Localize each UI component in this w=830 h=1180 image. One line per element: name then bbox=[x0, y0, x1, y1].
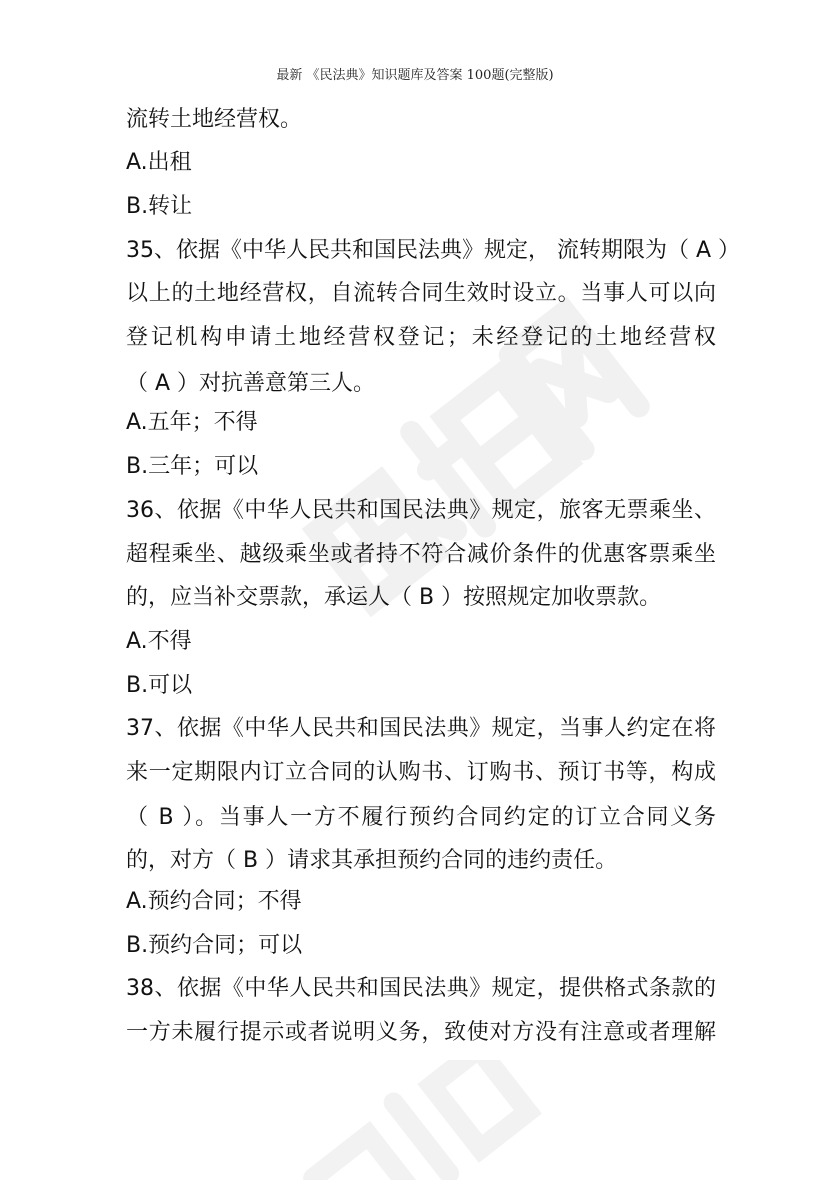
text-line: 超程乘坐、越级乘坐或者持不符合减价条件的优惠客票乘坐 bbox=[126, 542, 716, 567]
text-line: 来一定期限内订立合同的认购书、订购书、预订书等，构成 bbox=[126, 760, 716, 785]
question-line: 36、依据《中华人民共和国民法典》规定，旅客无票乘坐、 bbox=[126, 498, 716, 523]
watermark-graphic-bottom bbox=[260, 1060, 580, 1180]
question-line: 35、依据《中华人民共和国民法典》规定， 流转期限为（ A ） bbox=[126, 238, 741, 263]
text-line: 流转土地经营权。 bbox=[126, 107, 303, 132]
page-header: 最新 《民法典》知识题库及答案 100题(完整版) bbox=[276, 68, 554, 83]
option-line: B.预约合同；可以 bbox=[126, 933, 303, 958]
text-line: （ A ）对抗善意第三人。 bbox=[126, 371, 376, 396]
option-line: A.出租 bbox=[126, 150, 192, 175]
text-line: 一方未履行提示或者说明义务，致使对方没有注意或者理解 bbox=[126, 1020, 716, 1045]
text-line: 的，对方（ B ）请求其承担预约合同的违约责任。 bbox=[126, 848, 618, 873]
option-line: B.可以 bbox=[126, 673, 193, 698]
question-line: 37、依据《中华人民共和国民法典》规定，当事人约定在将 bbox=[126, 716, 716, 741]
text-line: 以上的土地经营权，自流转合同生效时设立。当事人可以向 bbox=[126, 281, 716, 306]
option-line: A.预约合同；不得 bbox=[126, 889, 302, 914]
option-line: B.转让 bbox=[126, 194, 193, 219]
option-line: B.三年；可以 bbox=[126, 454, 259, 479]
text-line: （ B ）。当事人一方不履行预约合同约定的订立合同义务 bbox=[126, 805, 716, 830]
text-line: 的，应当补交票款，承运人（ B ）按照规定加收票款。 bbox=[126, 585, 662, 610]
text-line: 登记机构申请土地经营权登记；未经登记的土地经营权 bbox=[126, 325, 716, 350]
option-line: A.五年；不得 bbox=[126, 410, 258, 435]
option-line: A.不得 bbox=[126, 629, 192, 654]
question-line: 38、依据《中华人民共和国民法典》规定，提供格式条款的 bbox=[126, 976, 716, 1001]
